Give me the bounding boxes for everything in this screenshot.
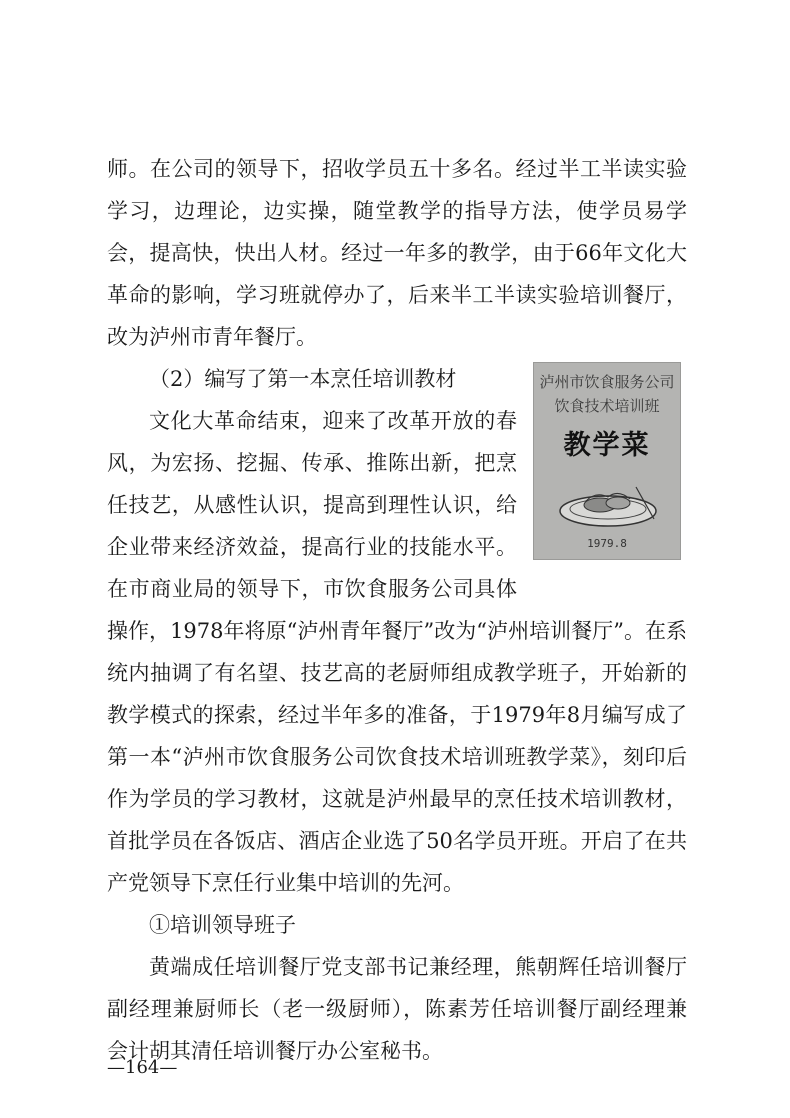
subsection-heading: ①培训领导班子 [149,913,296,937]
booklet-title: 教学菜 [563,430,651,461]
body-line: 第一本“泸州市饮食服务公司饮食技术培训班教学菜》，刻印后 [107,745,687,769]
body-line: 文化大革命结束，迎来了改革开放的春 [149,409,517,433]
body-line: 首批学员在各饭店、酒店企业选了50名学员开班。开启了在共 [107,829,687,853]
body-line: 会，提高快，快出人材。经过一年多的教学，由于66年文化大 [107,241,687,265]
booklet-class-text: 饮食技术培训班 [554,397,660,415]
body-line: 在市商业局的领导下，市饮食服务公司具体 [107,577,517,601]
body-line: 改为泸州市青年餐厅。 [107,325,317,349]
body-line: 黄端成任培训餐厅党支部书记兼经理，熊朝辉任培训餐厅 [149,955,687,979]
body-line: 教学模式的探索，经过半年多的准备，于1979年8月编写成了 [107,703,687,727]
dish-illustration-icon [556,479,660,531]
body-line: 任技艺，从感性认识，提高到理性认识，给 [107,493,517,517]
booklet-cover-photo [533,362,681,560]
booklet-date: 1979.8 [587,537,627,550]
body-line: 作为学员的学习教材，这就是泸州最早的烹任技术培训教材， [107,787,687,811]
body-line: 操作，1978年将原“泸州青年餐厅”改为“泸州培训餐厅”。在系 [107,619,687,643]
body-line: 风，为宏扬、挖掘、传承、推陈出新，把烹 [107,451,517,475]
page-number: —164— [107,1057,178,1078]
body-line: 学习，边理论，边实操，随堂教学的指导方法，使学员易学 [107,199,687,223]
body-line: 会计胡其清任培训餐厅办公室秘书。 [107,1039,443,1063]
section-heading: （2）编写了第一本烹任培训教材 [149,367,457,391]
body-line: 企业带来经济效益，提高行业的技能水平。 [107,535,517,559]
body-line: 革命的影响，学习班就停办了，后来半工半读实验培训餐厅， [107,283,687,307]
body-line: 副经理兼厨师长（老一级厨师），陈素芳任培训餐厅副经理兼 [107,997,687,1021]
body-line: 师。在公司的领导下，招收学员五十多名。经过半工半读实验 [107,157,687,181]
booklet-publisher-text: 泸州市饮食服务公司 [539,373,675,391]
body-line: 产党领导下烹任行业集中培训的先河。 [107,871,464,895]
body-line: 统内抽调了有名望、技艺高的老厨师组成教学班子，开始新的 [107,661,687,685]
